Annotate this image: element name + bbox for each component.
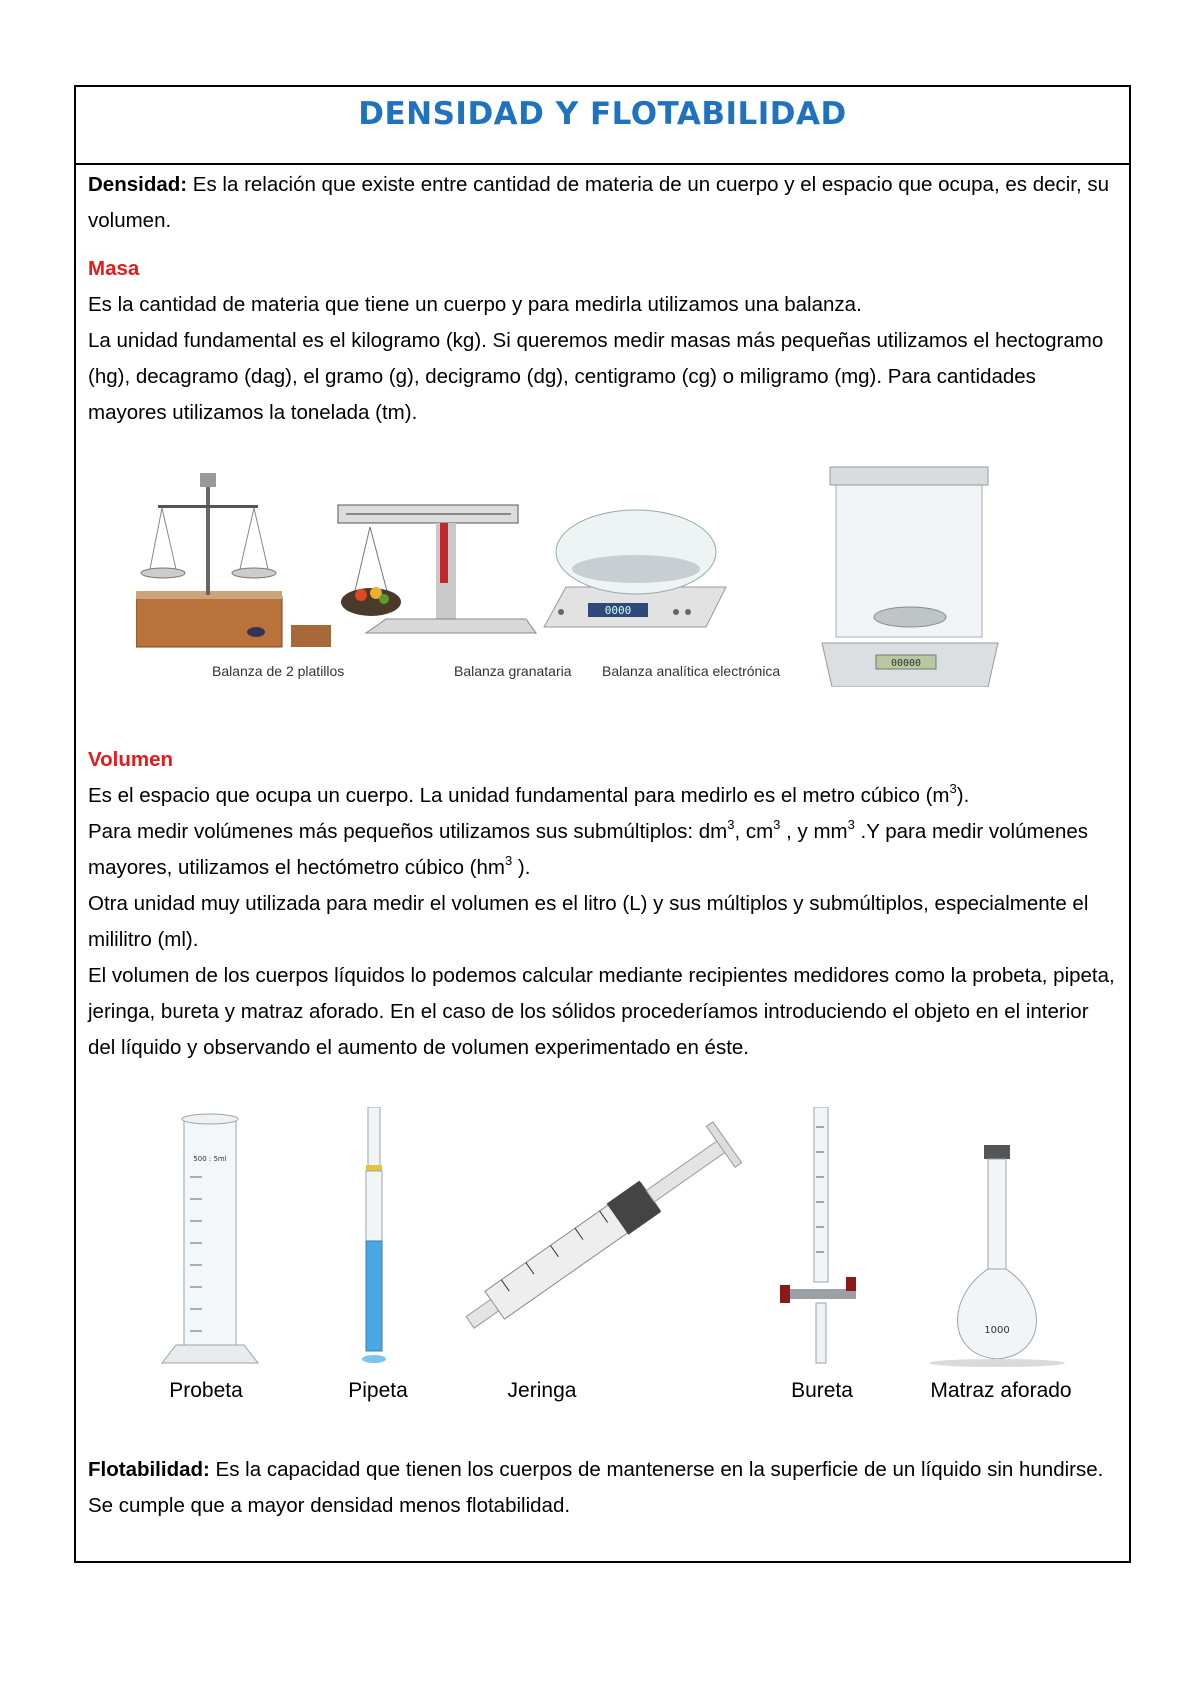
volumen-section <box>88 742 1119 1066</box>
superscript-3: 3 <box>505 853 513 868</box>
volumen-p2-hm: .Y para medir volúmenes mayores, utilizamos el hectómetro cúbico (hm <box>88 820 1089 879</box>
instrumentos-illustration <box>146 1107 1076 1367</box>
document-frame <box>74 85 1131 1563</box>
masa-line2: La unidad fundamental es el kilogramo (kg). Si queremos medir masas más pequeñas utilizamos el hectogramo (hg), decagramo (dag), el gramo (g), decigramo (dg), centigramo (cg) o miligramo (mg). Para cantidades mayores utilizamos la tonelada (tm). <box>88 329 1104 424</box>
matraz-label: Matraz aforado <box>930 1379 1072 1402</box>
volumen-p2-end: ). <box>512 856 531 879</box>
pipeta-label: Pipeta <box>348 1379 408 1402</box>
superscript-3: 3 <box>949 781 957 796</box>
pipette-image <box>362 1107 386 1363</box>
analytical-display-text: 0000 <box>604 604 632 617</box>
analytical-balance-image <box>544 510 726 627</box>
volumen-p2-cm: , cm <box>734 820 774 843</box>
title-row <box>76 87 1129 165</box>
densidad-term: Densidad: <box>88 173 188 196</box>
masa-heading: Masa <box>88 257 140 280</box>
balance-label-1: Balanza de 2 platillos <box>212 663 345 679</box>
probeta-mark-text: 500 : 5ml <box>193 1155 227 1163</box>
precision-balance-image <box>822 467 998 687</box>
balanzas-illustration <box>136 457 1106 687</box>
graduated-cylinder-image <box>162 1114 258 1363</box>
bureta-label: Bureta <box>791 1379 853 1402</box>
densidad-paragraph <box>88 167 1119 239</box>
precision-display-text: 00000 <box>890 658 922 669</box>
syringe-image <box>456 1122 742 1343</box>
superscript-3: 3 <box>847 817 855 832</box>
volumen-p2-mm: , y mm <box>780 820 848 843</box>
flotabilidad-paragraph <box>88 1452 1119 1488</box>
masa-line1: Es la cantidad de materia que tiene un cuerpo y para medirla utilizamos una balanza. <box>88 293 862 316</box>
superscript-3: 3 <box>727 817 735 832</box>
volumetric-flask-image <box>929 1145 1065 1367</box>
volumen-p1-end: ). <box>956 784 970 807</box>
triple-beam-balance-image <box>338 505 536 633</box>
volumen-p2-text: Para medir volúmenes más pequeños utilizamos sus submúltiplos: dm <box>88 820 728 843</box>
instrumentos-figure <box>146 1107 1076 1407</box>
flotabilidad-text: Es la capacidad que tienen los cuerpos de mantenerse en la superficie de un líquido sin hundirse. <box>209 1458 1104 1481</box>
volumen-p2 <box>88 814 1119 886</box>
flotabilidad-term: Flotabilidad: <box>88 1458 210 1481</box>
flotabilidad-line2: Se cumple que a mayor densidad menos flotabilidad. <box>88 1494 571 1517</box>
balanzas-figure <box>136 457 1106 687</box>
volumen-p1-text: Es el espacio que ocupa un cuerpo. La unidad fundamental para medirlo es el metro cúbico (m <box>88 784 950 807</box>
superscript-3: 3 <box>773 817 781 832</box>
flotabilidad-section <box>88 1452 1119 1524</box>
volumen-heading: Volumen <box>88 748 174 771</box>
densidad-text: Es la relación que existe entre cantidad de materia de un cuerpo y el espacio que ocupa, es decir, su volumen. <box>88 173 1110 232</box>
page-title: DENSIDAD Y FLOTABILIDAD <box>358 96 847 132</box>
volumen-p4: El volumen de los cuerpos líquidos lo podemos calcular mediante recipientes medidores como la probeta, pipeta, jeringa, bureta y matraz aforado. En el caso de los sólidos procederíamos introduciendo el objeto en el interior del líquido y observando el aumento de volumen experimentado en éste. <box>88 964 1115 1059</box>
jeringa-label: Jeringa <box>507 1379 577 1402</box>
volumen-p1 <box>88 778 1119 814</box>
balance-label-3: Balanza analítica electrónica <box>602 663 781 679</box>
burette-image <box>780 1107 856 1363</box>
two-pan-balance-image <box>136 473 331 647</box>
probeta-label: Probeta <box>169 1379 243 1402</box>
matraz-mark-text: 1000 <box>984 1325 1010 1336</box>
document-content <box>88 167 1119 431</box>
balance-label-2: Balanza granataria <box>454 663 572 679</box>
volumen-p3: Otra unidad muy utilizada para medir el volumen es el litro (L) y sus múltiplos y submúltiplos, especialmente el mililitro (ml). <box>88 892 1089 951</box>
